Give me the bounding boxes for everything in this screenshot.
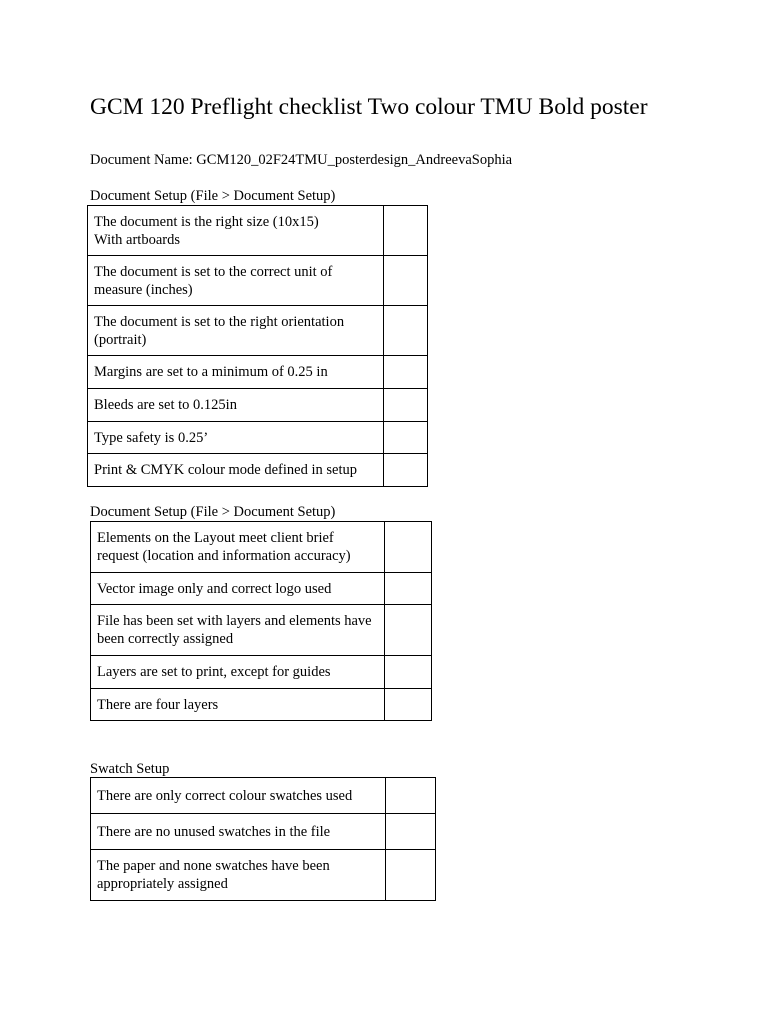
table-row — [88, 306, 428, 356]
table-row — [91, 689, 432, 721]
checklist-item: Vector image only and correct logo used — [91, 573, 385, 605]
checklist-table-layout — [90, 521, 432, 721]
checkbox-cell[interactable] — [386, 850, 436, 901]
checklist-table-document-setup — [87, 205, 428, 487]
checklist-item: There are only correct colour swatches used — [91, 778, 386, 814]
checklist-item: Elements on the Layout meet client brief request (location and information accuracy) — [91, 522, 385, 573]
checklist-item: File has been set with layers and elements have been correctly assigned — [91, 605, 385, 656]
checklist-item: There are no unused swatches in the file — [91, 814, 386, 850]
table-row — [91, 522, 432, 573]
table-row — [88, 389, 428, 422]
table-row — [88, 356, 428, 389]
section-label-document-setup: Document Setup (File > Document Setup) — [90, 188, 336, 204]
checklist-item: The document is set to the correct unit of measure (inches) — [88, 256, 384, 306]
checkbox-cell[interactable] — [384, 356, 428, 389]
checkbox-cell[interactable] — [385, 605, 432, 656]
table-row — [91, 573, 432, 605]
table-row — [88, 422, 428, 454]
checklist-item: The document is set to the right orientation (portrait) — [88, 306, 384, 356]
checklist-item: The paper and none swatches have been appropriately assigned — [91, 850, 386, 901]
table-row — [88, 206, 428, 256]
table-row — [91, 814, 436, 850]
checkbox-cell[interactable] — [385, 573, 432, 605]
table-row — [91, 778, 436, 814]
checkbox-cell[interactable] — [384, 422, 428, 454]
checklist-item: The document is the right size (10x15) With artboards — [88, 206, 384, 256]
checklist-table-swatch — [90, 777, 436, 901]
checkbox-cell[interactable] — [384, 256, 428, 306]
checklist-item: Type safety is 0.25’ — [88, 422, 384, 454]
checkbox-cell[interactable] — [385, 522, 432, 573]
table-row — [88, 454, 428, 487]
section-label-layout-setup: Document Setup (File > Document Setup) — [90, 504, 336, 520]
checklist-item: Print & CMYK colour mode defined in setup — [88, 454, 384, 487]
section-label-swatch-setup: Swatch Setup — [90, 761, 170, 777]
checkbox-cell[interactable] — [385, 689, 432, 721]
checklist-item: There are four layers — [91, 689, 385, 721]
checkbox-cell[interactable] — [386, 814, 436, 850]
table-row — [91, 850, 436, 901]
table-row — [91, 605, 432, 656]
checkbox-cell[interactable] — [385, 656, 432, 689]
checkbox-cell[interactable] — [384, 454, 428, 487]
page-title: GCM 120 Preflight checklist Two colour TMU Bold poster — [90, 94, 648, 120]
checkbox-cell[interactable] — [386, 778, 436, 814]
table-row — [88, 256, 428, 306]
checklist-item: Bleeds are set to 0.125in — [88, 389, 384, 422]
table-row — [91, 656, 432, 689]
checklist-item: Margins are set to a minimum of 0.25 in — [88, 356, 384, 389]
checkbox-cell[interactable] — [384, 389, 428, 422]
document-name: Document Name: GCM120_02F24TMU_posterdesign_AndreevaSophia — [90, 152, 513, 168]
checkbox-cell[interactable] — [384, 206, 428, 256]
checkbox-cell[interactable] — [384, 306, 428, 356]
checklist-item: Layers are set to print, except for guides — [91, 656, 385, 689]
